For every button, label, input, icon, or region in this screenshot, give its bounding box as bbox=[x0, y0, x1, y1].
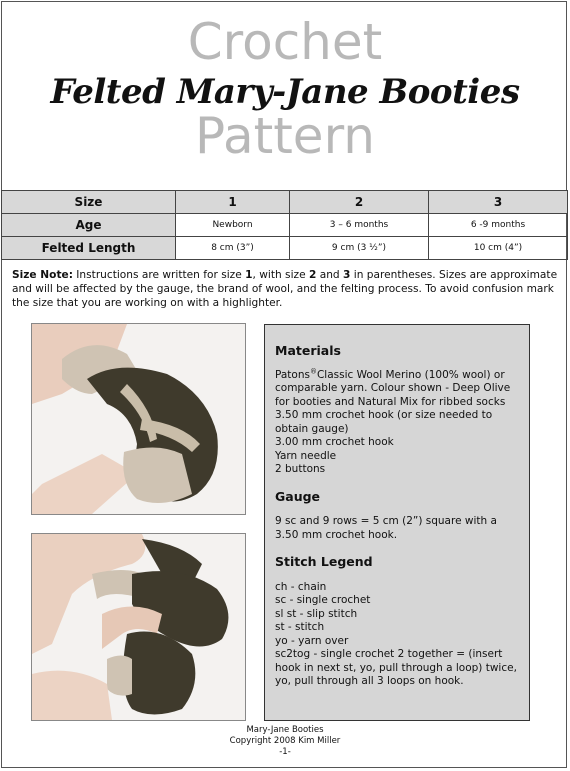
materials-brand: Patons bbox=[275, 368, 310, 381]
title-main: Felted Mary-Jane Booties bbox=[50, 72, 520, 112]
registered-mark: ® bbox=[309, 367, 317, 375]
booties-photo-bottom-image bbox=[32, 534, 245, 720]
size-note-text: in parentheses. Sizes are approximate and will be affected by the gauge, the brand of wool, and the felting process. To avoid confusion mark the size that you are working on with a highlighter. bbox=[12, 269, 558, 309]
size-note-emph: 2 bbox=[308, 269, 317, 281]
page-footer bbox=[0, 725, 570, 758]
stitch-legend-item: yo - yarn over bbox=[275, 634, 349, 647]
materials-item: Yarn needle bbox=[275, 449, 337, 462]
footer-title: Mary-Jane Booties bbox=[246, 725, 324, 735]
title-pattern: Pattern bbox=[195, 107, 375, 165]
booties-photo-bottom bbox=[31, 533, 246, 721]
materials-item: 3.50 mm crochet hook (or size needed to obtain gauge) bbox=[275, 409, 493, 435]
size-table bbox=[1, 190, 568, 260]
booties-photo-top bbox=[31, 323, 246, 515]
stitch-legend-item: sc - single crochet bbox=[275, 594, 371, 606]
table-cell: 3 – 6 months bbox=[290, 214, 429, 237]
materials-heading: Materials bbox=[275, 343, 341, 358]
size-table-header: Size bbox=[2, 191, 176, 214]
size-table-header: 2 bbox=[290, 191, 429, 214]
stitch-legend-heading: Stitch Legend bbox=[275, 554, 373, 569]
size-note-label: Size Note: bbox=[12, 269, 73, 281]
row-label: Felted Length bbox=[2, 237, 176, 260]
stitch-legend-item: ch - chain bbox=[275, 580, 327, 593]
table-cell: 9 cm (3 ½”) bbox=[290, 237, 429, 260]
gauge-heading: Gauge bbox=[275, 488, 321, 504]
title-crochet: Crochet bbox=[187, 13, 383, 71]
footer-copyright: Copyright 2008 Kim Miller bbox=[229, 736, 341, 746]
materials-yarn bbox=[275, 369, 519, 410]
table-cell: 6 -9 months bbox=[429, 214, 568, 237]
size-note-text: Instructions are written for size bbox=[72, 269, 246, 281]
materials-item: 3.00 mm crochet hook bbox=[275, 436, 394, 448]
size-note-text: and bbox=[316, 269, 344, 281]
gauge-text: 9 sc and 9 rows = 5 cm (2”) square with a 3.50 mm crochet hook. bbox=[275, 515, 497, 541]
size-note-emph: 1 bbox=[245, 269, 253, 281]
materials-item: 2 buttons bbox=[275, 463, 326, 475]
table-cell: 10 cm (4”) bbox=[429, 237, 568, 260]
size-note-emph: 3 bbox=[343, 269, 351, 281]
materials-panel bbox=[264, 324, 530, 721]
stitch-legend-item: sc2tog - single crochet 2 together = (insert hook in next st, yo, pull through a loop) twice, yo, pull through all 3 loops on hook. bbox=[275, 648, 517, 687]
size-table-header: 1 bbox=[176, 191, 290, 214]
stitch-legend-item: st - stitch bbox=[275, 621, 325, 633]
size-table-header: 3 bbox=[429, 191, 568, 214]
row-label: Age bbox=[2, 214, 176, 237]
table-row bbox=[2, 214, 568, 237]
size-table-header-row bbox=[2, 191, 568, 214]
table-row bbox=[2, 237, 568, 260]
table-cell: Newborn bbox=[176, 214, 290, 237]
size-note-text: , with size bbox=[252, 269, 309, 281]
booties-photo-top-image bbox=[32, 324, 245, 514]
stitch-legend-item: sl st - slip stitch bbox=[275, 607, 358, 620]
page-number: -1- bbox=[279, 747, 291, 757]
materials-yarn-text: Classic Wool Merino (100% wool) or comparable yarn. Colour shown - Deep Olive for booties and Natural Mix for ribbed socks bbox=[275, 368, 511, 408]
table-cell: 8 cm (3”) bbox=[176, 237, 290, 260]
size-note bbox=[12, 268, 560, 310]
